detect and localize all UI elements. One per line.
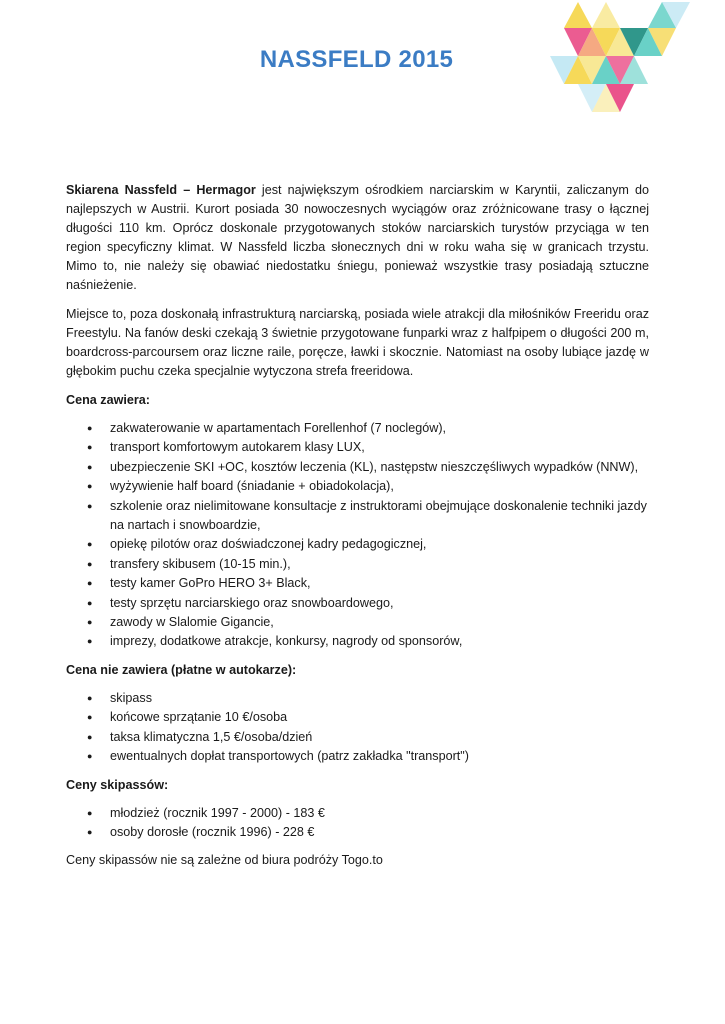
includes-heading: Cena zawiera: — [66, 393, 150, 407]
includes-list — [66, 419, 649, 652]
skipass-heading: Ceny skipassów: — [66, 777, 169, 792]
intro-paragraph — [66, 181, 649, 295]
list-item: ● osoby dorosłe (rocznik 1996) - 228 € — [66, 823, 649, 842]
excludes-list — [66, 689, 649, 767]
list-item: ● szkolenie oraz nielimitowane konsultacje z instruktorami obejmujące doskonalenie techniki jazdy na nartach i snowboardzie, — [66, 497, 649, 536]
list-item: ● młodzież (rocznik 1997 - 2000) - 183 € — [66, 804, 649, 823]
list-item: ● skipass — [66, 689, 649, 708]
list-item: ● wyżywienie half board (śniadanie + obiadokolacja), — [66, 477, 649, 496]
list-item: ● ewentualnych dopłat transportowych (patrz zakładka "transport") — [66, 747, 649, 766]
list-item: ● końcowe sprzątanie 10 €/osoba — [66, 708, 649, 727]
list-item: ● imprezy, dodatkowe atrakcje, konkursy, nagrody od sponsorów, — [66, 632, 649, 651]
list-item: ● ubezpieczenie SKI +OC, kosztów leczenia (KL), następstw nieszczęśliwych wypadków (NNW), — [66, 458, 649, 477]
skipass-list — [66, 804, 649, 843]
list-item: ● testy kamer GoPro HERO 3+ Black, — [66, 574, 649, 593]
footer-note: Ceny skipassów nie są zależne od biura podróży Togo.to — [66, 853, 383, 868]
list-item: ● opiekę pilotów oraz doświadczonej kadry pedagogicznej, — [66, 535, 649, 554]
list-item: ● taksa klimatyczna 1,5 €/osoba/dzień — [66, 728, 649, 747]
intro-lead: Skiarena Nassfeld – Hermagor — [66, 183, 256, 197]
list-item: ● zakwaterowanie w apartamentach Forellenhof (7 noclegów), — [66, 419, 649, 438]
page-title: NASSFELD 2015 — [259, 46, 454, 73]
list-item: ● testy sprzętu narciarskiego oraz snowboardowego, — [66, 594, 649, 613]
list-item: ● zawody w Slalomie Gigancie, — [66, 613, 649, 632]
list-item: ● transfery skibusem (10-15 min.), — [66, 555, 649, 574]
attractions-paragraph: Miejsce to, poza doskonałą infrastrukturą narciarską, posiada wiele atrakcji dla miłośników Freeridu oraz Freestylu. Na fanów deski czekają 3 świetnie przygotowane funparki wraz z halfpipem o długości 200 m, boardcross-parcoursem oraz liczne raile, poręcze, ławki i skocznie. Natomiast na osoby lubiące jazdę w głębokim puchu czeka specjalnie wytyczona strefa freeridowa. — [66, 307, 649, 378]
excludes-heading: Cena nie zawiera (płatne w autokarze): — [66, 662, 297, 677]
document-body — [66, 181, 649, 870]
intro-text: jest największym ośrodkiem narciarskim w Karyntii, zaliczanym do najlepszych w Austrii. Kurort posiada 30 nowoczesnych wyciągów oraz zróżnicowane trasy o łącznej długości 110 km. Oprócz doskonale przygotowanych stoków narciarskich turystów przyciąga w ten region specyficzny klimat. W Nassfeld liczba słonecznych dni w roku waha się w granicach trzystu. Mimo to, nie należy się obawiać niedostatku śniegu, ponieważ wszystkie trasy posiadają sztuczne naśnieżenie. — [66, 183, 650, 292]
list-item: ● transport komfortowym autokarem klasy LUX, — [66, 438, 649, 457]
